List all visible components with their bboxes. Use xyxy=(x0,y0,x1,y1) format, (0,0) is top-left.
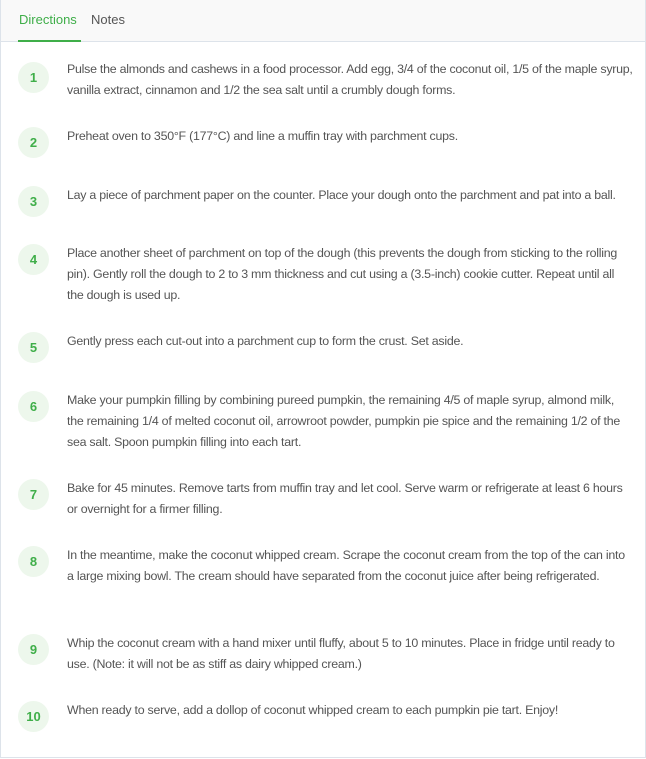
step-number-badge: 9 xyxy=(18,634,49,665)
active-tab-indicator xyxy=(18,40,81,42)
step-text: Whip the coconut cream with a hand mixer until fluffy, about 5 to 10 minutes. Place in fridge until ready to use. (Note: it will not be as stiff as dairy whipped cream.) xyxy=(67,636,615,671)
step-text: Pulse the almonds and cashews in a food processor. Add egg, 3/4 of the coconut oil, 1/5 of the maple syrup, vanilla extract, cinnamon and 1/2 the sea salt until a crumbly dough forms. xyxy=(67,62,633,97)
step-number-badge: 8 xyxy=(18,546,49,577)
step-text: Gently press each cut-out into a parchment cup to form the crust. Set aside. xyxy=(67,334,464,348)
step-text: Preheat oven to 350°F (177°C) and line a muffin tray with parchment cups. xyxy=(67,129,458,143)
step-text: Make your pumpkin filling by combining pureed pumpkin, the remaining 4/5 of maple syrup, almond milk, the remaining 1/4 of melted coconut oil, arrowroot powder, pumpkin pie spice and the remaining 1/2 of the sea salt. Spoon pumpkin filling into each tart. xyxy=(67,393,621,449)
step-number-badge: 3 xyxy=(18,186,49,217)
step-number-badge: 6 xyxy=(18,391,49,422)
step-number-badge: 4 xyxy=(18,244,49,275)
step-number-badge: 10 xyxy=(18,701,49,732)
tab-notes[interactable]: Notes xyxy=(91,12,125,27)
tab-directions[interactable]: Directions xyxy=(19,12,77,27)
step-number-badge: 7 xyxy=(18,479,49,510)
step-number-badge: 2 xyxy=(18,127,49,158)
step-text: Bake for 45 minutes. Remove tarts from muffin tray and let cool. Serve warm or refrigerate at least 6 hours or overnight for a firmer filling. xyxy=(67,481,623,516)
tab-bar xyxy=(1,0,645,42)
step-text: In the meantime, make the coconut whipped cream. Scrape the coconut cream from the top of the can into a large mixing bowl. The cream should have separated from the coconut juice after being refrigerated. xyxy=(67,548,625,583)
step-text: Place another sheet of parchment on top of the dough (this prevents the dough from sticking to the rolling pin). Gently roll the dough to 2 to 3 mm thickness and cut using a (3.5-inch) cookie cutter. Repeat until all the dough is used up. xyxy=(67,246,618,302)
step-number-badge: 5 xyxy=(18,332,49,363)
step-text: Lay a piece of parchment paper on the counter. Place your dough onto the parchment and pat into a ball. xyxy=(67,188,616,202)
step-text: When ready to serve, add a dollop of coconut whipped cream to each pumpkin pie tart. Enjoy! xyxy=(67,703,559,717)
step-number-badge: 1 xyxy=(18,62,49,93)
